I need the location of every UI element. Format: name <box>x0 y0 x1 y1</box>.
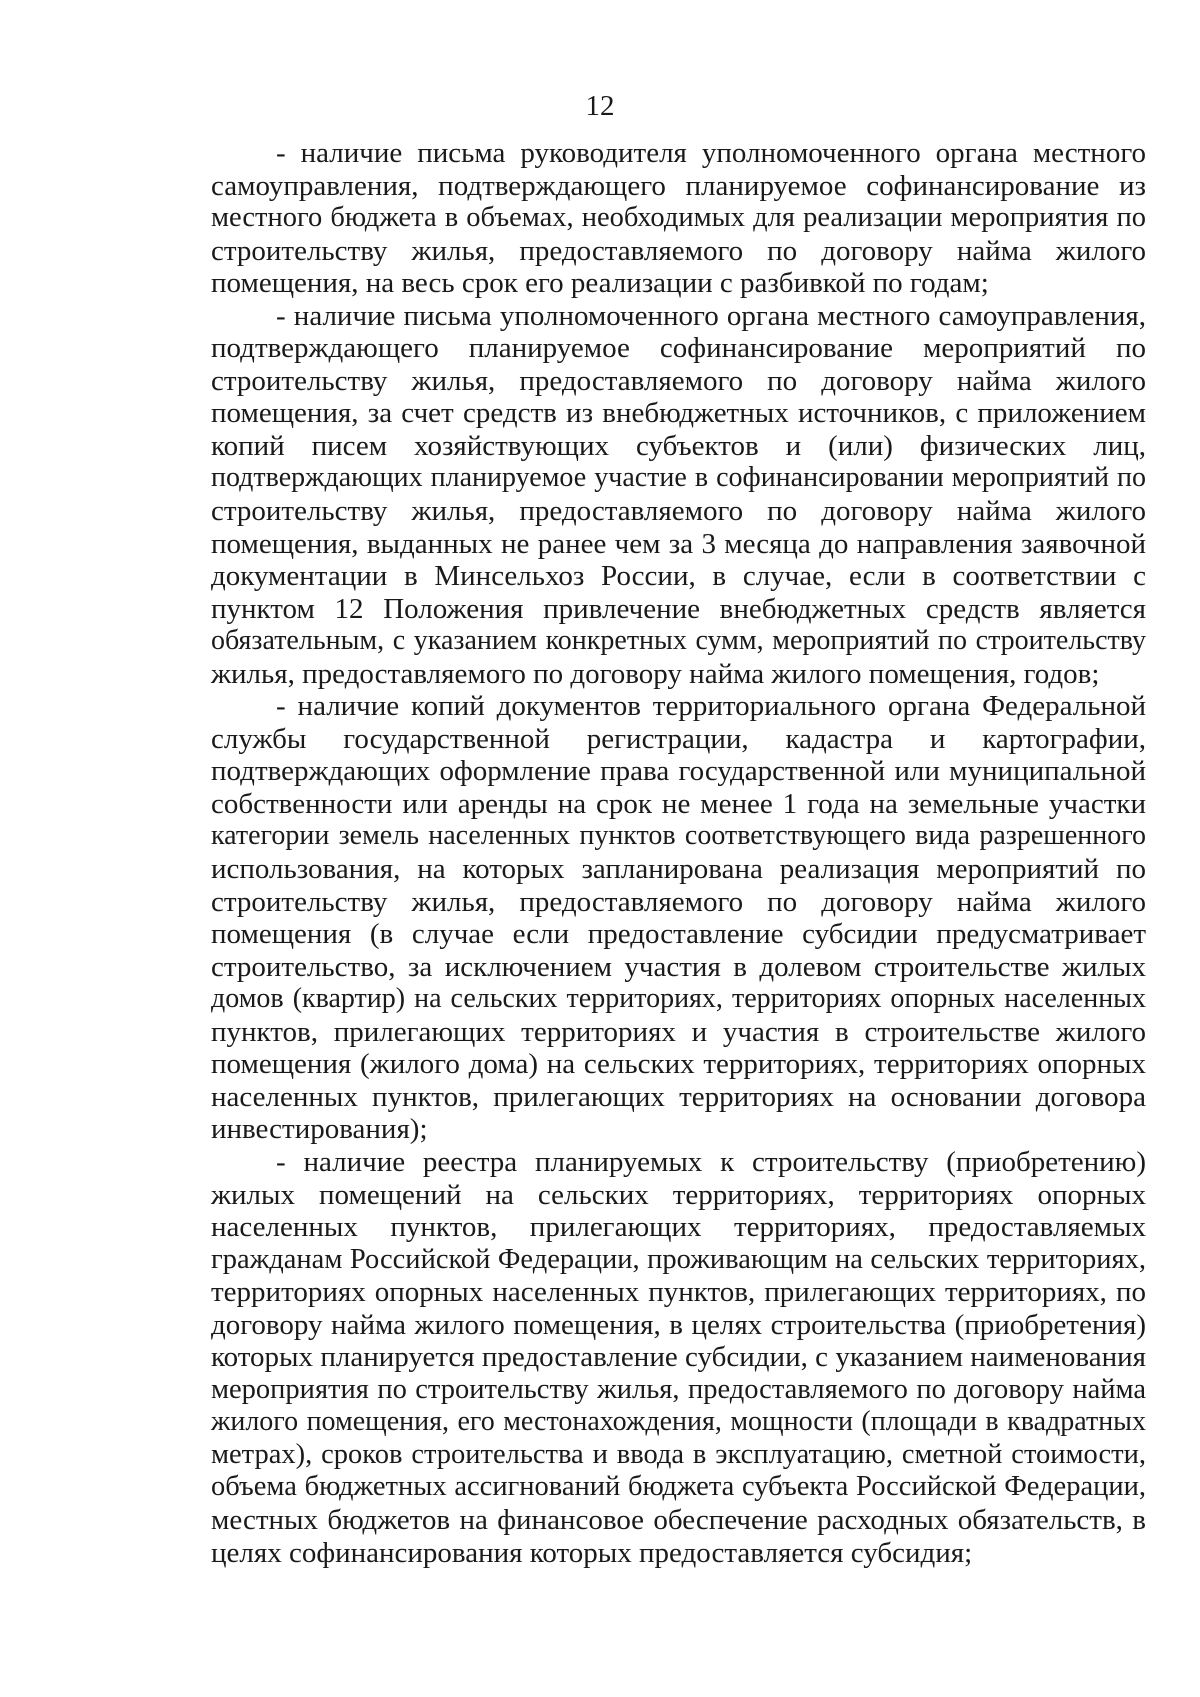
text-line: помещения, за счет средств из внебюджетных источников, с приложением <box>211 397 1146 430</box>
text-line: службы государственной регистрации, кадастра и картографии, <box>211 722 1146 755</box>
text-line: строительству жилья, предоставляемого по договору найма жилого <box>211 234 1146 267</box>
text-line: жилых помещений на сельских территориях, территориях опорных <box>211 1178 1146 1211</box>
text-line: помещения, на весь срок его реализации с разбивкой по годам; <box>211 267 989 300</box>
text-line: строительству жилья, предоставляемого по договору найма жилого <box>211 885 1146 918</box>
document-body <box>211 137 1146 1569</box>
text-line: - наличие реестра планируемых к строительству (приобретению) <box>276 1145 1146 1178</box>
text-line: целях софинансирования которых предоставляется субсидия; <box>211 1536 973 1569</box>
text-line: территориях опорных населенных пунктов, прилегающих территориях, по <box>211 1276 1146 1309</box>
text-line: населенных пунктов, прилегающих территориях, предоставляемых <box>211 1211 1146 1244</box>
paragraph <box>211 1146 1146 1569</box>
text-line: помещения (в случае если предоставление субсидии предусматривает <box>211 918 1146 951</box>
text-line: помещения, выданных не ранее чем за 3 месяца до направления заявочной <box>211 527 1146 560</box>
text-line: жилого помещения, его местонахождения, мощности (площади в квадратных <box>211 1406 1146 1438</box>
text-line: строительству жилья, предоставляемого по договору найма жилого <box>211 364 1146 397</box>
text-line: объема бюджетных ассигнований бюджета субъекта Российской Федерации, <box>211 1471 1146 1503</box>
text-line: подтверждающего планируемое софинансирование мероприятий по <box>211 332 1146 365</box>
text-line: собственности или аренды на срок не менее 1 года на земельные участки <box>211 787 1146 820</box>
text-line: помещения (жилого дома) на сельских территориях, территориях опорных <box>211 1048 1146 1081</box>
text-line: инвестирования); <box>211 1113 428 1146</box>
paragraph <box>211 137 1146 300</box>
paragraph <box>211 300 1146 691</box>
text-line: строительству жилья, предоставляемого по договору найма жилого <box>211 495 1146 528</box>
text-line: - наличие письма уполномоченного органа местного самоуправления, <box>276 299 1146 332</box>
paragraph <box>211 690 1146 1146</box>
text-line: - наличие письма руководителя уполномоченного органа местного <box>276 137 1146 169</box>
text-line: метрах), сроков строительства и ввода в эксплуатацию, сметной стоимости, <box>211 1438 1146 1470</box>
text-line: самоуправления, подтверждающего планируемое софинансирование из <box>211 169 1146 202</box>
text-line: обязательным, с указанием конкретных сумм, мероприятий по строительству <box>211 625 1146 657</box>
text-line: гражданам Российской Федерации, проживающим на сельских территориях, <box>211 1243 1146 1275</box>
text-line: пунктом 12 Положения привлечение внебюджетных средств является <box>211 592 1146 625</box>
text-line: жилья, предоставляемого по договору найма жилого помещения, годов; <box>211 657 1100 690</box>
text-line: подтверждающих планируемое участие в софинансировании мероприятий по <box>211 462 1146 494</box>
text-line: местного бюджета в объемах, необходимых для реализации мероприятия по <box>211 202 1146 234</box>
text-line: мероприятия по строительству жилья, предоставляемого по договору найма <box>211 1373 1146 1405</box>
text-line: копий писем хозяйствующих субъектов и (или) физических лиц, <box>211 429 1146 462</box>
text-line: которых планируется предоставление субсидии, с указанием наименования <box>211 1341 1146 1374</box>
text-line: подтверждающих оформление права государственной или муниципальной <box>211 755 1146 788</box>
page-number: 12 <box>585 90 615 122</box>
text-line: договору найма жилого помещения, в целях строительства (приобретения) <box>211 1308 1146 1341</box>
text-line: документации в Минсельхоз России, в случае, если в соответствии с <box>211 560 1146 593</box>
text-line: использования, на которых запланирована реализация мероприятий по <box>211 853 1146 886</box>
text-line: - наличие копий документов территориального органа Федеральной <box>276 690 1146 723</box>
text-line: пунктов, прилегающих территориях и участия в строительстве жилого <box>211 1015 1146 1048</box>
text-line: категории земель населенных пунктов соответствующего вида разрешенного <box>211 820 1146 852</box>
text-line: домов (квартир) на сельских территориях, территориях опорных населенных <box>211 983 1146 1015</box>
text-line: строительство, за исключением участия в долевом строительстве жилых <box>211 950 1146 983</box>
text-line: населенных пунктов, прилегающих территориях на основании договора <box>211 1080 1146 1113</box>
text-line: местных бюджетов на финансовое обеспечение расходных обязательств, в <box>211 1503 1146 1536</box>
